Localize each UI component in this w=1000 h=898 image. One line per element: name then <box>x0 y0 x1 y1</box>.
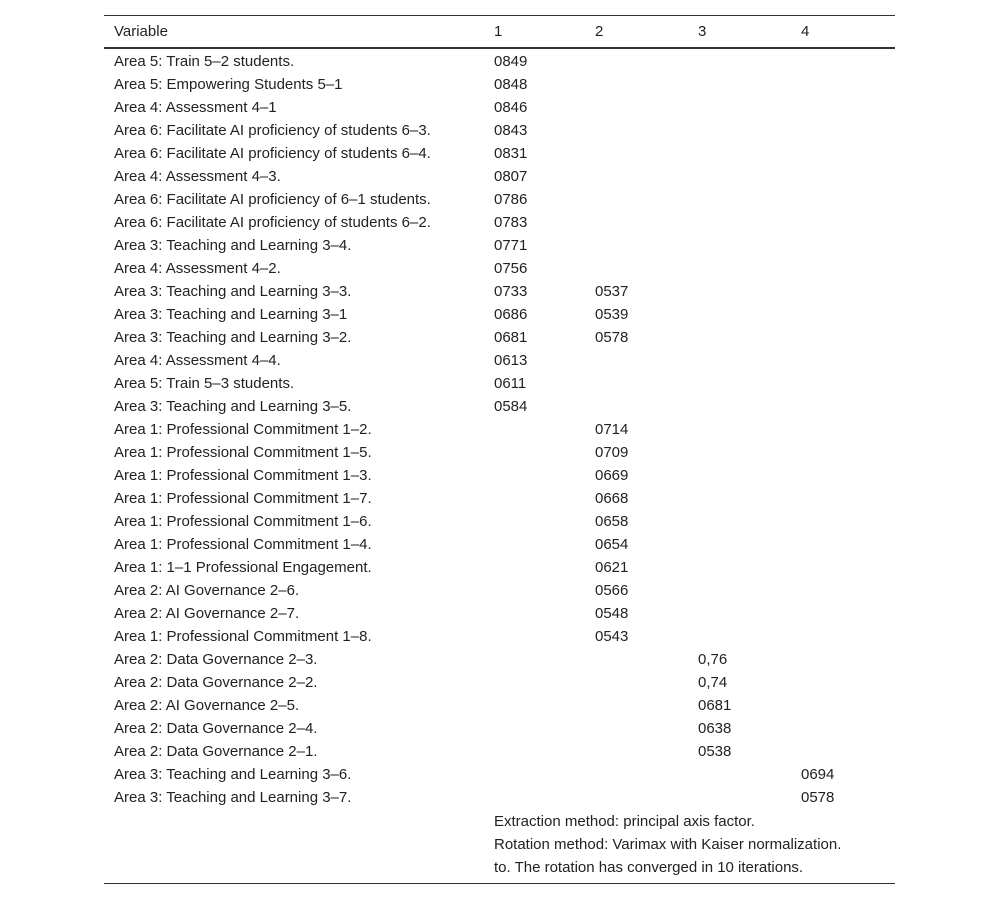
cell-factor-2 <box>585 372 688 395</box>
table-row <box>104 763 895 786</box>
cell-variable: Area 6: Facilitate AI proficiency of students 6–2. <box>114 214 431 231</box>
table-row <box>104 48 895 73</box>
cell-factor-3 <box>688 188 791 211</box>
cell-factor-1 <box>484 579 585 602</box>
cell-factor-4 <box>791 533 895 556</box>
cell-factor-3 <box>688 73 791 96</box>
table-row <box>104 119 895 142</box>
table-row <box>104 188 895 211</box>
cell-factor-1 <box>484 602 585 625</box>
cell-factor-4 <box>791 48 895 73</box>
cell-factor-1: 0584 <box>494 398 528 415</box>
note-spacer <box>104 856 484 884</box>
cell-factor-2: 0669 <box>595 467 629 484</box>
cell-factor-1 <box>484 556 585 579</box>
header-factor-2: 2 <box>595 23 604 40</box>
table-row <box>104 556 895 579</box>
cell-variable: Area 1: Professional Commitment 1–6. <box>114 513 372 530</box>
cell-factor-3 <box>688 556 791 579</box>
cell-factor-3: 0,74 <box>698 674 728 691</box>
cell-variable: Area 6: Facilitate AI proficiency of students 6–4. <box>114 145 431 162</box>
cell-factor-1 <box>484 694 585 717</box>
cell-factor-3 <box>688 579 791 602</box>
cell-variable: Area 6: Facilitate AI proficiency of students 6–3. <box>114 122 431 139</box>
cell-factor-1 <box>484 533 585 556</box>
cell-factor-1: 0771 <box>494 237 528 254</box>
cell-factor-3 <box>688 602 791 625</box>
table-row <box>104 303 895 326</box>
cell-factor-1: 0783 <box>494 214 528 231</box>
cell-factor-4 <box>791 510 895 533</box>
cell-factor-2 <box>585 349 688 372</box>
table-row <box>104 648 895 671</box>
cell-factor-2 <box>585 211 688 234</box>
cell-factor-2 <box>585 694 688 717</box>
table-row <box>104 579 895 602</box>
cell-variable: Area 6: Facilitate AI proficiency of 6–1 students. <box>114 191 431 208</box>
table-row <box>104 372 895 395</box>
cell-factor-4 <box>791 717 895 740</box>
cell-variable: Area 1: Professional Commitment 1–7. <box>114 490 372 507</box>
cell-factor-1 <box>484 418 585 441</box>
cell-factor-2: 0566 <box>595 582 629 599</box>
cell-factor-4 <box>791 395 895 418</box>
cell-factor-3 <box>688 303 791 326</box>
cell-factor-4 <box>791 119 895 142</box>
cell-factor-4 <box>791 740 895 763</box>
cell-factor-1: 0613 <box>494 352 528 369</box>
table-header-row <box>104 16 895 49</box>
cell-factor-2: 0668 <box>595 490 629 507</box>
header-factor-3: 3 <box>698 23 707 40</box>
cell-factor-2 <box>585 165 688 188</box>
cell-factor-1: 0733 <box>494 283 528 300</box>
cell-variable: Area 3: Teaching and Learning 3–5. <box>114 398 352 415</box>
table-row <box>104 464 895 487</box>
cell-factor-1 <box>484 510 585 533</box>
cell-factor-1 <box>484 740 585 763</box>
table-row <box>104 510 895 533</box>
table-note: Extraction method: principal axis factor. <box>494 813 755 830</box>
cell-variable: Area 3: Teaching and Learning 3–1 <box>114 306 348 323</box>
cell-factor-4 <box>791 694 895 717</box>
cell-factor-2: 0654 <box>595 536 629 553</box>
cell-variable: Area 3: Teaching and Learning 3–4. <box>114 237 352 254</box>
cell-factor-2 <box>585 648 688 671</box>
cell-factor-2: 0578 <box>595 329 629 346</box>
cell-variable: Area 2: Data Governance 2–1. <box>114 743 318 760</box>
cell-factor-3 <box>688 487 791 510</box>
cell-factor-1 <box>484 487 585 510</box>
cell-variable: Area 5: Empowering Students 5–1 <box>114 76 343 93</box>
cell-factor-4 <box>791 418 895 441</box>
cell-factor-4 <box>791 234 895 257</box>
cell-factor-4 <box>791 579 895 602</box>
cell-factor-2 <box>585 763 688 786</box>
cell-factor-4 <box>791 96 895 119</box>
cell-factor-1: 0848 <box>494 76 528 93</box>
cell-factor-3 <box>688 395 791 418</box>
cell-factor-4 <box>791 556 895 579</box>
cell-factor-3: 0538 <box>698 743 732 760</box>
cell-variable: Area 1: 1–1 Professional Engagement. <box>114 559 372 576</box>
cell-factor-2 <box>585 96 688 119</box>
cell-factor-3 <box>688 119 791 142</box>
cell-factor-3 <box>688 280 791 303</box>
cell-factor-2: 0714 <box>595 421 629 438</box>
cell-factor-1: 0843 <box>494 122 528 139</box>
header-variable: Variable <box>114 23 168 40</box>
table-row <box>104 625 895 648</box>
cell-factor-1 <box>484 786 585 809</box>
cell-factor-2: 0709 <box>595 444 629 461</box>
cell-factor-1 <box>484 464 585 487</box>
cell-factor-1: 0831 <box>494 145 528 162</box>
cell-factor-3 <box>688 786 791 809</box>
cell-factor-2 <box>585 48 688 73</box>
cell-variable: Area 2: AI Governance 2–5. <box>114 697 300 714</box>
cell-variable: Area 3: Teaching and Learning 3–3. <box>114 283 352 300</box>
cell-factor-2 <box>585 234 688 257</box>
cell-factor-1: 0756 <box>494 260 528 277</box>
table-row <box>104 234 895 257</box>
table-row <box>104 211 895 234</box>
table-row <box>104 533 895 556</box>
table-row <box>104 257 895 280</box>
table-row <box>104 487 895 510</box>
cell-variable: Area 1: Professional Commitment 1–5. <box>114 444 372 461</box>
table-note: to. The rotation has converged in 10 iterations. <box>494 859 804 876</box>
cell-factor-3 <box>688 211 791 234</box>
cell-factor-2 <box>585 786 688 809</box>
cell-factor-3 <box>688 165 791 188</box>
table-row <box>104 717 895 740</box>
cell-factor-1: 0807 <box>494 168 528 185</box>
cell-variable: Area 4: Assessment 4–4. <box>114 352 281 369</box>
cell-variable: Area 2: AI Governance 2–7. <box>114 605 300 622</box>
cell-factor-4 <box>791 211 895 234</box>
cell-factor-4 <box>791 326 895 349</box>
table-row <box>104 165 895 188</box>
cell-factor-2 <box>585 142 688 165</box>
cell-factor-1: 0786 <box>494 191 528 208</box>
cell-variable: Area 2: AI Governance 2–6. <box>114 582 300 599</box>
cell-factor-1: 0846 <box>494 99 528 116</box>
cell-factor-1 <box>484 763 585 786</box>
cell-factor-2 <box>585 119 688 142</box>
cell-factor-1 <box>484 717 585 740</box>
table-row <box>104 142 895 165</box>
table-row <box>104 740 895 763</box>
cell-variable: Area 5: Train 5–2 students. <box>114 53 295 70</box>
table-row <box>104 671 895 694</box>
table-row <box>104 73 895 96</box>
cell-variable: Area 1: Professional Commitment 1–2. <box>114 421 372 438</box>
cell-factor-4 <box>791 441 895 464</box>
cell-factor-2: 0658 <box>595 513 629 530</box>
cell-factor-4 <box>791 303 895 326</box>
cell-factor-3 <box>688 96 791 119</box>
cell-variable: Area 2: Data Governance 2–4. <box>114 720 318 737</box>
cell-factor-4 <box>791 280 895 303</box>
cell-variable: Area 3: Teaching and Learning 3–7. <box>114 789 352 806</box>
table-note-row <box>104 833 895 856</box>
header-factor-4: 4 <box>801 23 810 40</box>
note-spacer <box>104 833 484 856</box>
cell-factor-3 <box>688 349 791 372</box>
cell-factor-2 <box>585 740 688 763</box>
cell-factor-4 <box>791 349 895 372</box>
factor-loadings-table <box>104 15 895 884</box>
table-row <box>104 395 895 418</box>
cell-factor-3 <box>688 625 791 648</box>
cell-factor-3 <box>688 510 791 533</box>
cell-factor-4 <box>791 671 895 694</box>
cell-factor-2: 0548 <box>595 605 629 622</box>
table-row <box>104 694 895 717</box>
cell-variable: Area 1: Professional Commitment 1–4. <box>114 536 372 553</box>
cell-factor-4 <box>791 602 895 625</box>
cell-variable: Area 5: Train 5–3 students. <box>114 375 295 392</box>
table-row <box>104 441 895 464</box>
cell-variable: Area 4: Assessment 4–3. <box>114 168 281 185</box>
cell-factor-3: 0681 <box>698 697 732 714</box>
cell-factor-1 <box>484 625 585 648</box>
cell-variable: Area 3: Teaching and Learning 3–2. <box>114 329 352 346</box>
cell-factor-4 <box>791 464 895 487</box>
table-row <box>104 349 895 372</box>
cell-factor-2 <box>585 717 688 740</box>
cell-factor-2: 0539 <box>595 306 629 323</box>
cell-factor-2 <box>585 395 688 418</box>
table-row <box>104 326 895 349</box>
table-note: Rotation method: Varimax with Kaiser normalization. <box>494 836 842 853</box>
cell-factor-4 <box>791 372 895 395</box>
header-factor-1: 1 <box>494 23 503 40</box>
cell-factor-1 <box>484 441 585 464</box>
factor-loadings-table-container <box>104 15 895 884</box>
cell-factor-3 <box>688 257 791 280</box>
cell-factor-3 <box>688 533 791 556</box>
cell-factor-1: 0611 <box>494 375 527 392</box>
cell-factor-2 <box>585 671 688 694</box>
cell-factor-1: 0686 <box>494 306 528 323</box>
cell-factor-1 <box>484 671 585 694</box>
table-row <box>104 96 895 119</box>
cell-factor-3 <box>688 48 791 73</box>
cell-factor-2: 0543 <box>595 628 629 645</box>
cell-factor-4 <box>791 188 895 211</box>
cell-variable: Area 1: Professional Commitment 1–3. <box>114 467 372 484</box>
cell-factor-4: 0694 <box>801 766 835 783</box>
cell-factor-3 <box>688 441 791 464</box>
cell-variable: Area 4: Assessment 4–2. <box>114 260 281 277</box>
cell-factor-1: 0681 <box>494 329 528 346</box>
cell-variable: Area 3: Teaching and Learning 3–6. <box>114 766 352 783</box>
cell-factor-3: 0638 <box>698 720 732 737</box>
table-row <box>104 786 895 809</box>
cell-factor-1 <box>484 648 585 671</box>
table-row <box>104 280 895 303</box>
cell-factor-4: 0578 <box>801 789 835 806</box>
cell-factor-3 <box>688 464 791 487</box>
cell-factor-2: 0621 <box>595 559 629 576</box>
cell-factor-3 <box>688 142 791 165</box>
cell-factor-2 <box>585 73 688 96</box>
cell-factor-4 <box>791 487 895 510</box>
cell-factor-4 <box>791 625 895 648</box>
cell-factor-2 <box>585 257 688 280</box>
table-note-row <box>104 809 895 833</box>
cell-factor-4 <box>791 165 895 188</box>
cell-factor-4 <box>791 142 895 165</box>
cell-variable: Area 2: Data Governance 2–2. <box>114 674 318 691</box>
cell-factor-3 <box>688 234 791 257</box>
cell-factor-3 <box>688 763 791 786</box>
cell-variable: Area 1: Professional Commitment 1–8. <box>114 628 372 645</box>
cell-variable: Area 2: Data Governance 2–3. <box>114 651 318 668</box>
cell-factor-4 <box>791 257 895 280</box>
cell-factor-3 <box>688 418 791 441</box>
cell-factor-3: 0,76 <box>698 651 728 668</box>
cell-variable: Area 4: Assessment 4–1 <box>114 99 277 116</box>
table-note-row <box>104 856 895 884</box>
table-row <box>104 418 895 441</box>
cell-factor-3 <box>688 372 791 395</box>
cell-factor-2: 0537 <box>595 283 629 300</box>
note-spacer <box>104 809 484 833</box>
cell-factor-1: 0849 <box>494 53 528 70</box>
cell-factor-3 <box>688 326 791 349</box>
cell-factor-4 <box>791 648 895 671</box>
cell-factor-2 <box>585 188 688 211</box>
cell-factor-4 <box>791 73 895 96</box>
table-row <box>104 602 895 625</box>
